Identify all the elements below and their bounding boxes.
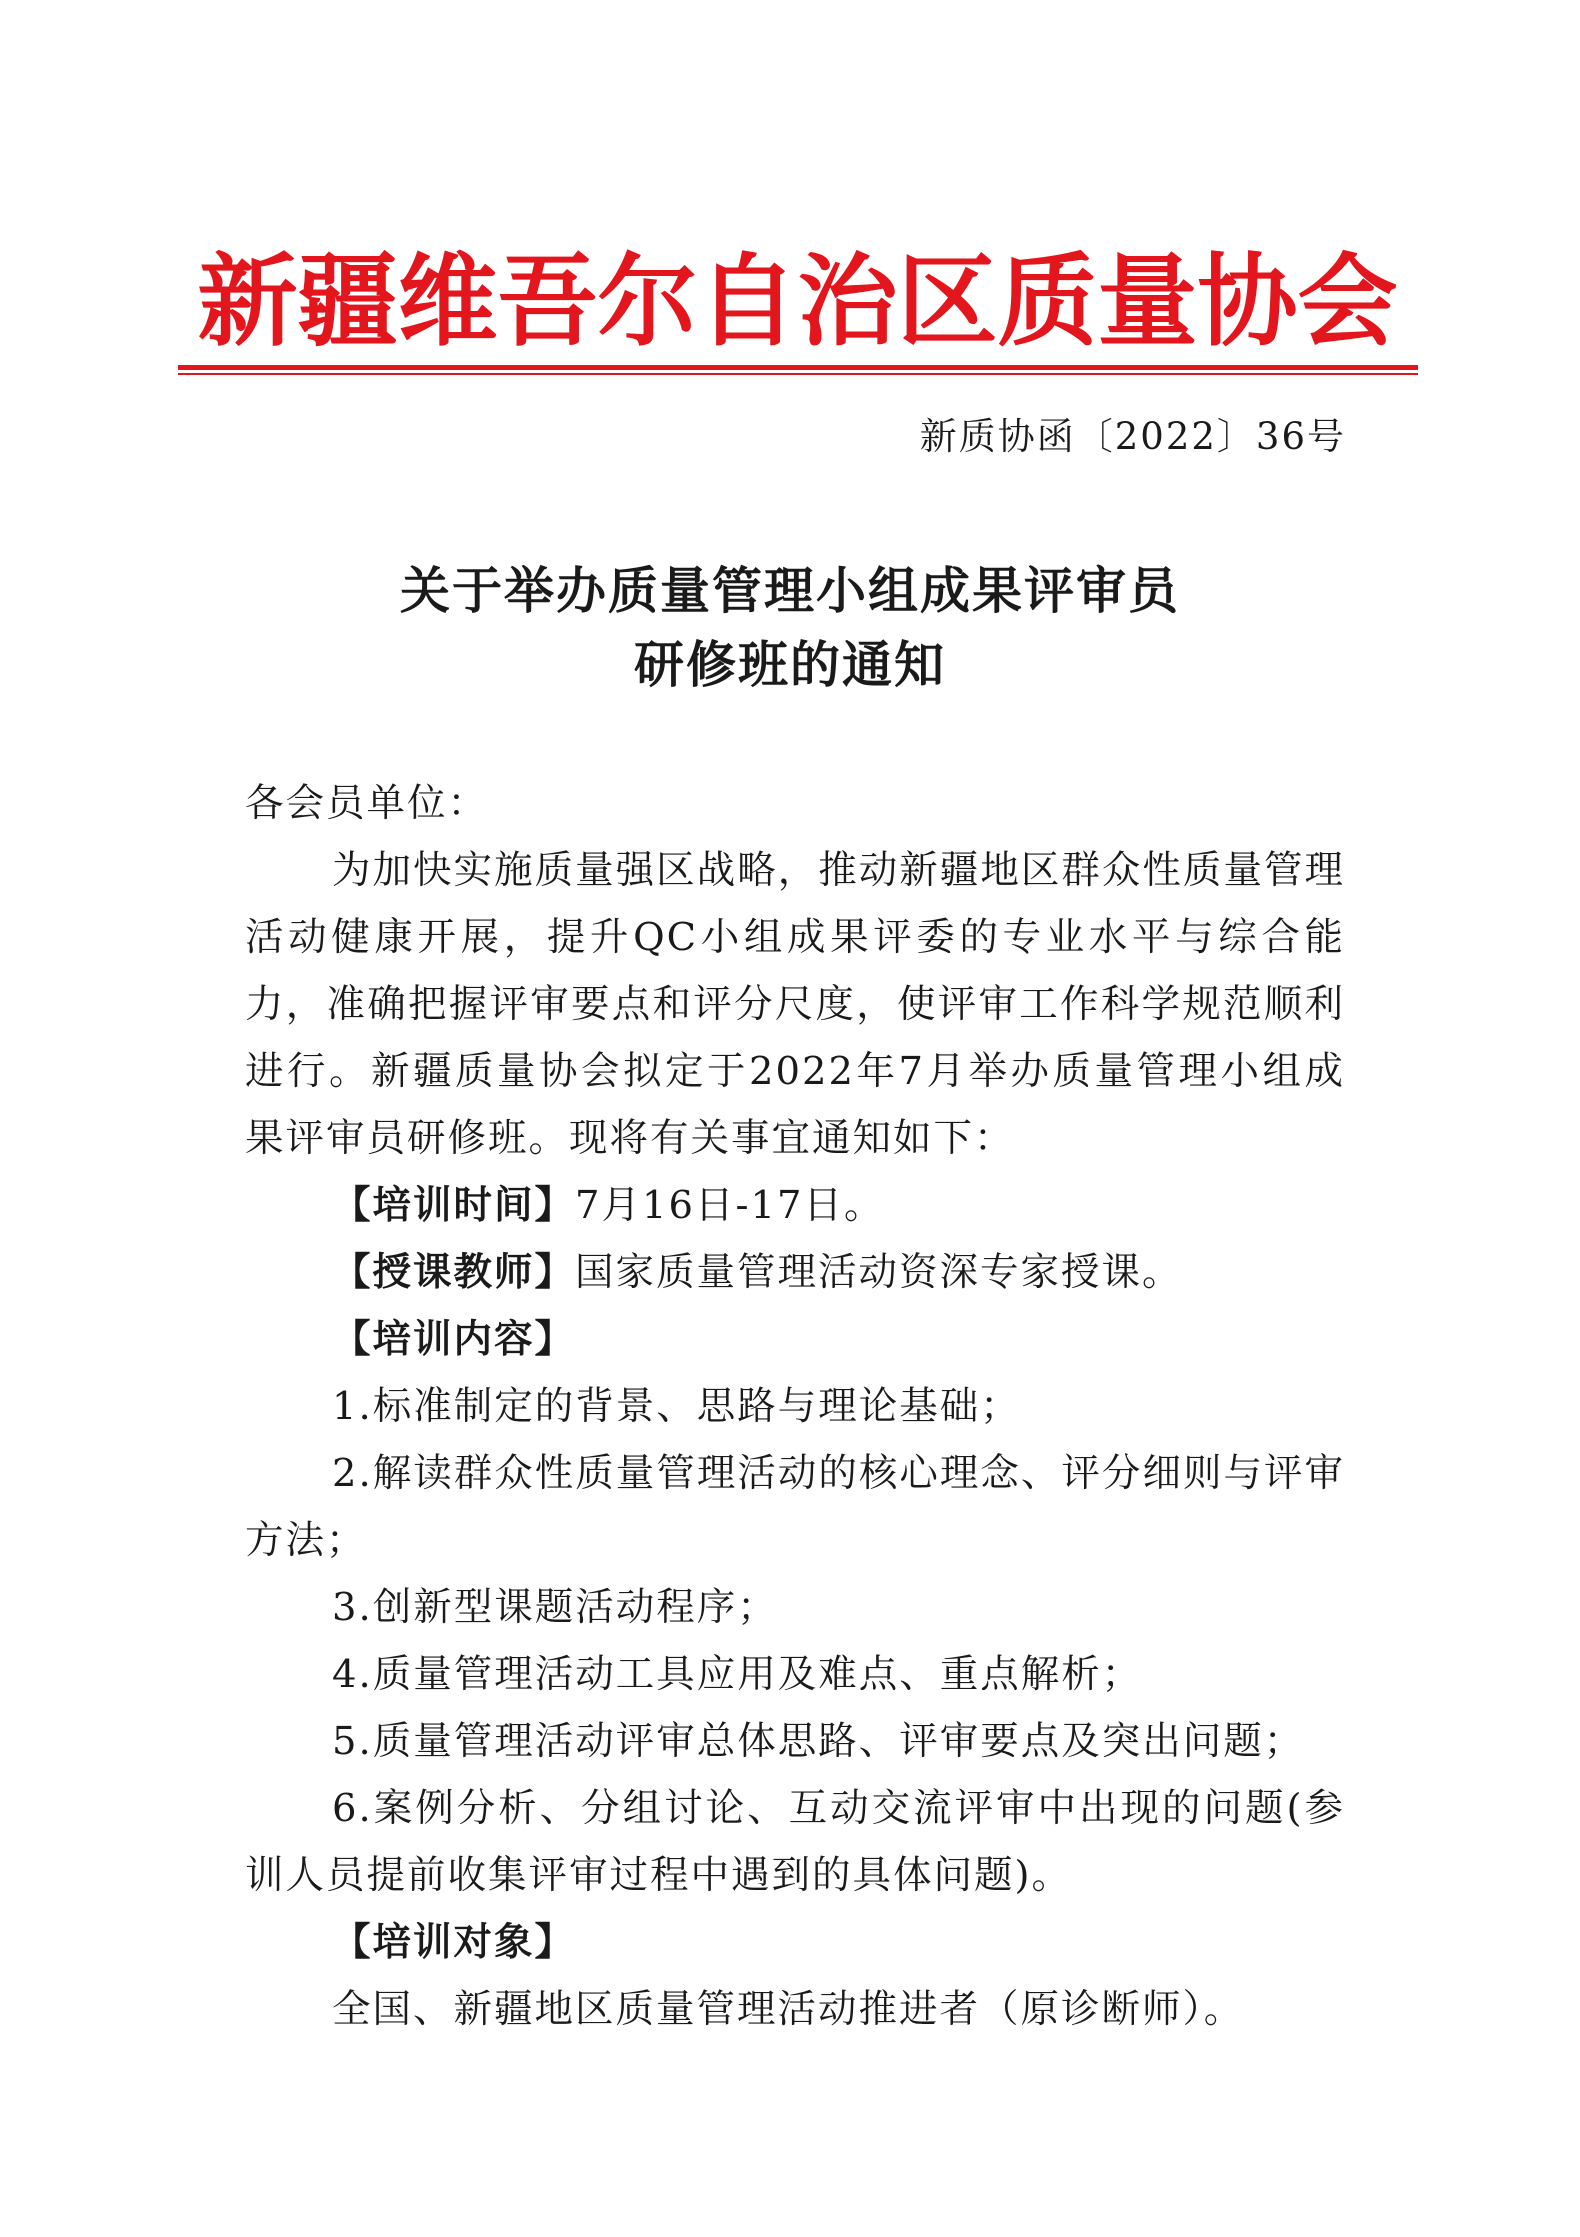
training-teacher-label: 【授课教师】 xyxy=(332,1250,576,1295)
training-content-heading xyxy=(245,1306,1345,1373)
document-title-line-2: 研修班的通知 xyxy=(634,635,946,694)
masthead-rule-thick xyxy=(178,365,1418,370)
document-number: 新质协函〔2022〕36号 xyxy=(919,415,1346,458)
training-target-value: 全国、新疆地区质量管理活动推进者（原诊断师）。 xyxy=(332,1987,1245,2032)
training-target-label: 【培训对象】 xyxy=(332,1920,576,1965)
content-item: 5.质量管理活动评审总体思路、评审要点及突出问题； xyxy=(332,1719,1305,1764)
training-target-heading xyxy=(245,1909,1345,1976)
content-item: 1.标准制定的背景、思路与理论基础； xyxy=(332,1384,1021,1429)
salutation: 各会员单位： xyxy=(245,781,489,826)
training-time-label: 【培训时间】 xyxy=(332,1183,576,1228)
content-item: 6.案例分析、分组讨论、互动交流评审中出现的问题(参训人员提前收集评审过程中遇到的具体问题)。 xyxy=(245,1786,1345,1898)
training-teacher xyxy=(245,1239,1345,1306)
masthead-rule-thin xyxy=(178,373,1418,375)
training-teacher-value: 国家质量管理活动资深专家授课。 xyxy=(575,1250,1183,1295)
training-time-value: 7月16日-17日。 xyxy=(575,1183,885,1228)
training-time xyxy=(245,1172,1345,1239)
content-item: 4.质量管理活动工具应用及难点、重点解析； xyxy=(332,1652,1143,1697)
training-content-label: 【培训内容】 xyxy=(332,1317,576,1362)
document-body xyxy=(245,770,1345,2043)
content-item: 3.创新型课题活动程序； xyxy=(332,1585,778,1630)
document-title-line-1: 关于举办质量管理小组成果评审员 xyxy=(400,561,1180,620)
intro-paragraph: 为加快实施质量强区战略，推动新疆地区群众性质量管理活动健康开展，提升QC小组成果评委的专业水平与综合能力，准确把握评审要点和评分尺度，使评审工作科学规范顺利进行。新疆质量协会拟定于2022年7月举办质量管理小组成果评审员研修班。现将有关事宜通知如下： xyxy=(245,848,1345,1161)
org-masthead: 新疆维吾尔自治区质量协会 xyxy=(197,243,1398,360)
content-item: 2.解读群众性质量管理活动的核心理念、评分细则与评审方法； xyxy=(245,1451,1345,1563)
